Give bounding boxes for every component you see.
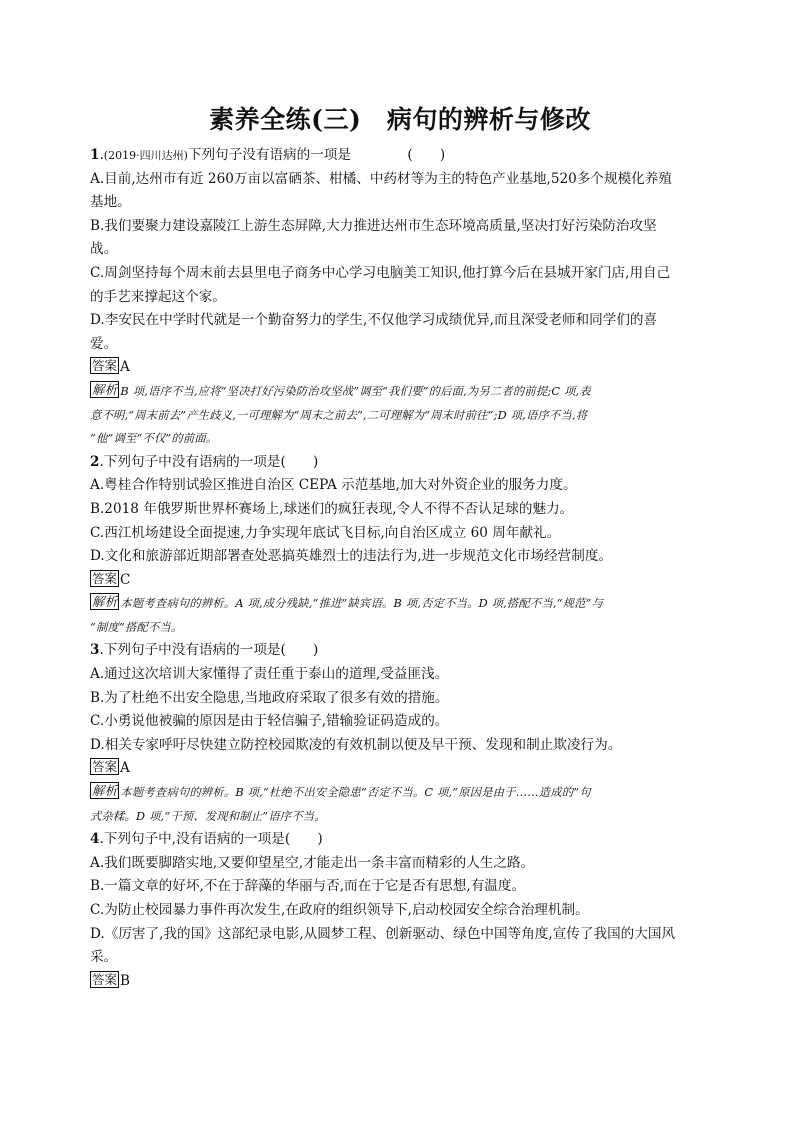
option-d: D.文化和旅游部近期部署查处恶搞英雄烈士的违法行为,进一步规范文化市场经营制度。 bbox=[90, 548, 613, 565]
explanation-line bbox=[90, 592, 710, 616]
answer-line bbox=[90, 757, 710, 781]
answer-value: B bbox=[120, 972, 131, 989]
explanation-tag: 解析 bbox=[92, 594, 118, 610]
question-number: 4 bbox=[90, 831, 100, 848]
option-b-cont: 战。 bbox=[90, 241, 118, 258]
option-c-cont: 的手艺来撑起这个家。 bbox=[90, 288, 226, 305]
answer-tag: 答案 bbox=[92, 759, 118, 775]
question-1-stem: 1.(2019·四川达州)下列句子没有语病的一项是 ( ) bbox=[90, 147, 446, 163]
option-c: C.西江机场建设全面提速,力争实现年底试飞目标,向自治区成立 60 周年献礼。 bbox=[90, 524, 561, 541]
explanation-text: 本题考查病句的辨析。A 项,成分残缺,“推进”缺宾语。B 项,否定不当。D 项,搭配不当,“规范”与 bbox=[120, 597, 604, 611]
explanation-text: 本题考查病句的辨析。B 项,“杜绝不出安全隐患”否定不当。C 项,“原因是由于……造成的”句 bbox=[120, 786, 591, 800]
option-a: A.通过这次培训大家懂得了责任重于泰山的道理,受益匪浅。 bbox=[90, 666, 449, 683]
option-c: C.周剑坚持每个周末前去县里电子商务中心学习电脑美工知识,他打算今后在县城开家门店,用自己 bbox=[90, 264, 671, 281]
question-4-stem bbox=[90, 828, 710, 852]
explanation-tag: 解析 bbox=[92, 381, 118, 397]
question-number: 3 bbox=[90, 642, 100, 659]
answer-tag: 答案 bbox=[92, 358, 118, 374]
option-b: B.2018 年俄罗斯世界杯赛场上,球迷们的疯狂表现,令人不得不否认足球的魅力。 bbox=[90, 500, 574, 517]
explanation-cont: “他”调至“不仅”的前面。 bbox=[90, 432, 218, 446]
option-c: C.小勇说他被骗的原因是由于轻信骗子,错输验证码造成的。 bbox=[90, 713, 449, 730]
question-text: .下列句子中没有语病的一项是( ) bbox=[99, 453, 319, 470]
explanation-line bbox=[90, 781, 710, 805]
question-2-stem bbox=[90, 451, 710, 475]
option-b: B.为了杜绝不出安全隐患,当地政府采取了很多有效的措施。 bbox=[90, 689, 449, 706]
option-d: D.李安民在中学时代就是一个勤奋努力的学生,不仅他学习成绩优异,而且深受老师和同学们的喜 bbox=[90, 312, 658, 329]
question-text: .下列句子中没有语病的一项是( ) bbox=[99, 642, 319, 659]
explanation-line bbox=[90, 380, 710, 404]
answer-line bbox=[90, 569, 710, 593]
question-3-stem bbox=[90, 639, 710, 663]
option-c: C.为防止校园暴力事件再次发生,在政府的组织领导下,启动校园安全综合治理机制。 bbox=[90, 902, 589, 918]
option-a: A.我们既要脚踏实地,又要仰望星空,才能走出一条丰富而精彩的人生之路。 bbox=[90, 854, 535, 871]
question-text: 下列句子没有语病的一项是 bbox=[187, 147, 351, 163]
option-a: A.目前,达州市有近 260万亩以富硒茶、柑橘、中药材等为主的特色产业基地,520多个规模化养殖 bbox=[90, 170, 672, 187]
answer-value: A bbox=[120, 760, 130, 777]
answer-value: A bbox=[120, 359, 130, 376]
question-text: .下列句子中,没有语病的一项是( ) bbox=[99, 831, 323, 848]
question-number: 2 bbox=[90, 453, 100, 470]
question-3 bbox=[90, 639, 710, 828]
question-2 bbox=[90, 451, 710, 640]
answer-line bbox=[90, 970, 710, 994]
option-d: D.《厉害了,我的国》这部纪录电影,从圆梦工程、创新驱动、绿色中国等角度,宣传了我国的大国风 bbox=[90, 925, 676, 942]
option-d-cont: 爱。 bbox=[90, 335, 118, 352]
option-a-cont: 基地。 bbox=[90, 194, 131, 211]
question-source: (2019·四川达州) bbox=[103, 149, 188, 162]
question-number: 1 bbox=[90, 147, 100, 163]
explanation-cont: 意不明,“周末前去”产生歧义,一可理解为“周末之前去”,二可理解为“周末时前往”;D 项,语序不当,将 bbox=[90, 408, 588, 422]
explanation-text: B 项,语序不当,应将“坚决打好污染防治攻坚战”调至“我们要”的后面,为另二者的前提;C 项,表 bbox=[120, 384, 591, 398]
page-title: 素养全练(三) 病句的辨析与修改 bbox=[209, 105, 591, 134]
explanation-cont: “制度”搭配不当。 bbox=[90, 620, 183, 634]
answer-line bbox=[90, 356, 710, 380]
option-b: B.我们要聚力建设嘉陵江上游生态屏障,大力推进达州市生态环境高质量,坚决打好污染防治攻坚 bbox=[90, 217, 657, 234]
answer-tag: 答案 bbox=[92, 971, 118, 987]
option-d: D.相关专家呼吁尽快建立防控校园欺凌的有效机制以便及早干预、发现和制止欺凌行为。 bbox=[90, 736, 622, 753]
explanation-tag: 解析 bbox=[92, 783, 118, 799]
question-1 bbox=[90, 144, 710, 451]
answer-value: C bbox=[120, 571, 131, 588]
answer-bracket: ( ) bbox=[407, 147, 446, 163]
worksheet-page bbox=[90, 100, 710, 993]
answer-tag: 答案 bbox=[92, 570, 118, 586]
option-a: A.粤桂合作特别试验区推进自治区 CEPA 示范基地,加大对外资企业的服务力度。 bbox=[90, 477, 577, 494]
option-b: B.一篇文章的好坏,不在于辞藻的华丽与否,而在于它是否有思想,有温度。 bbox=[90, 878, 526, 895]
option-d-cont: 采。 bbox=[90, 949, 118, 966]
explanation-cont: 式杂糅。D 项,“干预、发现和制止”语序不当。 bbox=[90, 809, 326, 823]
question-4 bbox=[90, 828, 710, 993]
